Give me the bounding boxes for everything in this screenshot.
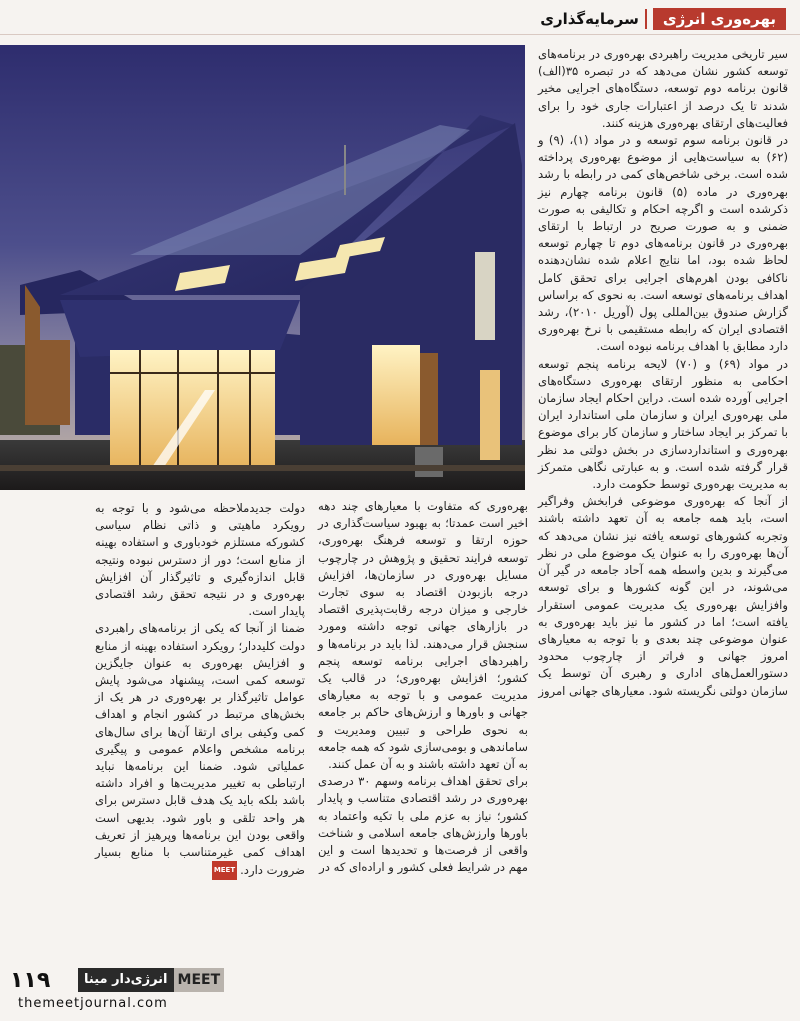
section-label-investment: سرمایه‌گذاری xyxy=(540,10,639,28)
house-photo xyxy=(0,45,525,490)
paragraph xyxy=(95,620,305,880)
header-divider xyxy=(645,9,647,29)
page-number: ۱۱۹ xyxy=(10,968,51,993)
logo-meet-text: MEET xyxy=(174,968,225,992)
paragraph: برای تحقق اهداف برنامه وسهم ۳۰ درصدی بهره‌وری در رشد اقتصادی متناسب و پایدار کشور؛ نیاز به عزم ملی با تکیه واعتماد به باورها وارزش‌های جامعه اسلامی و شناخت واقعی از فرصت‌ها و تحدیدها است و این مهم در شرایط فعلی کشور و اراده‌ای که در xyxy=(318,774,528,875)
header xyxy=(540,8,786,30)
paragraph: در قانون برنامه سوم توسعه و در مواد (۱)، (۹) و (۶۲) به سیاست‌هایی از موضوع بهره‌وری پرداخته شده است. برخی شاخص‌های کمی در رابطه با رشد بهره‌وری در ماده (۵) قانون برنامه چهارم نیز ذکرشده است و اگرچه احکام و تکالیفی به صورت ضمنی و به صورت صریح در ارتباط با ارتقای بهره‌وری در قانون برنامه‌های دوم تا چهارم توسعه لحاظ شده بود، اما نتایج اعلام شده نشان‌دهنده ناکافی بودن اهرم‌های اجرایی برای تحقق کامل اهداف برنامه‌های توسعه است. به نحوی که براساس گزارش صندوق بین‌المللی پول (آوریل ۲۰۱۰)، رشد اقتصادی ایران که رابطه مستقیمی با نرخ بهره‌وری دارد مطابق با اهداف برنامه نبوده است. xyxy=(538,133,789,354)
paragraph: در مواد (۶۹) و (۷۰) لایحه برنامه پنجم توسعه احکامی به منظور ارتقای بهره‌وری دستگاه‌های اجرایی آورده شده است. دراین احکام ایجاد سازمان ملی بهره‌وری ایران و سازمان ملی استاندارد ایران با تمرکز بر ایجاد ساختار و سازمان کار برای موضوع بهره‌وری و استانداردسازی در بخش دولتی مد نظر قرار گرفته شده است. و به عبارتی نگاهی متمرکز به مدیریت بهره‌وری توسط حکومت دارد. xyxy=(538,356,788,492)
paragraph: سیر تاریخی مدیریت راهبردی بهره‌وری در برنامه‌های توسعه کشور نشان می‌دهد که در تبصره ۳۵(الف) قانون برنامه دوم توسعه، دستگاه‌های اجرایی مخیر شدند تا یک درصد از اعتبارات جاری خود را برای فعالیت‌های ارتقای بهره‌وری هزینه کنند. xyxy=(538,47,788,130)
column-left xyxy=(95,500,305,880)
paragraph: دولت جدیدملاحظه می‌شود و با توجه به رویکرد ماهیتی و ذاتی نظام سیاسی کشورکه مستلزم خودباوری و استفاده بهینه از منابع است؛ دور از دسترس نبوده ونتیجه قابل اندازه‌گیری و تاثیرگذار آن افزایش بهره‌وری و در نتیجه تحقق رشد اقتصادی پایدار است. xyxy=(95,501,305,619)
journal-logo xyxy=(78,968,224,992)
paragraph-text: ضمنا از آنجا که یکی از برنامه‌های راهبردی دولت کلیددار؛ رویکرد استفاده بهینه از منابع و افزایش بهره‌وری به عنوان جایگزین توسعه کمی است، پیشنهاد می‌شود پایش عوامل تاثیرگذار بر بهره‌وری در هر یک از بخش‌های مرتبط در کشور انجام و اهداف کمی وکیفی برای ارتقا آن‌ها برای سال‌های برنامه مشخص واعلام عمومی و پیگیری عملیاتی شود. ضمنا این برنامه‌ها نباید ارتباطی به تغییر مدیریت‌ها و افراد داشته باشد بلکه باید یک هدف قابل دسترس برای هر واحد تلقی و باور شود. بدیهی است واقعی بودن این برنامه‌ها وپرهیز از تعریف اهداف کمی غیرمتناسب با منابع بسیار ضرورت دارد. xyxy=(95,621,305,878)
journal-url: themeetjournal.com xyxy=(18,996,168,1011)
column-right xyxy=(538,46,788,700)
header-rule xyxy=(0,34,800,35)
paragraph: از آنجا که بهره‌وری موضوعی فرابخش وفراگیر است، باید همه جامعه به آن تعهد داشته باشند وتجربه کشورهای توسعه یافته نیز نشان می‌دهد که آن‌ها بهره‌وری را به عنوان یک موضوع ملی در نظر می‌گیرند و بدین واسطه همه آحاد جامعه در گیر آن می‌شوند، در این گونه کشورها و برای توسعه وافزایش بهره‌وری یک مدیریت عمومی استقرار یافته است؛ اما در کشور ما نیز باید بهره‌وری به عنوان موضوعی چند بعدی و با توجه به معیارهای امروز جهانی و فراتر از چارچوب محدود دستورالعمل‌های اداری و رهبری آن توسط یک سازمان دولتی نگریسته شود. معیارهای جهانی امروز xyxy=(538,494,788,698)
end-mark-icon: MEET xyxy=(212,861,237,880)
paragraph: بهره‌وری که متفاوت با معیارهای چند دهه اخیر است عمدتا؛ به بهبود سیاست‌گذاری در حوزه ارتقا و توسعه فرهنگ بهره‌وری، توسعه فرایند تحقیق و پژوهش در چارچوب مسایل بهره‌وری در سازمان‌ها، افزایش درجه بازبودن اقتصاد به سوی تجارت خارجی و میزان درجه رقابت‌پذیری اقتصاد در بازارهای جهانی توجه داشته ومورد سنجش قرار می‌دهند. لذا باید در برنامه‌ها و راهبردهای اجرایی برنامه توسعه پنجم کشور؛ افزایش بهره‌وری؛ در قالب یک مدیریت عمومی و با توجه به معیارهای جهانی و باورها و ارزش‌های حاکم بر جامعه به نحوی طراحی و تبیین ومدیریت و ساماندهی و بومی‌سازی شود که همه جامعه به آن تعهد داشته باشند و به آن عمل کنند. xyxy=(318,499,528,772)
column-middle xyxy=(318,498,528,876)
logo-persian-text: انرژی‌دار مینا xyxy=(78,968,174,992)
section-label-energy: بهره‌وری انرژی xyxy=(653,8,786,30)
footer xyxy=(10,966,310,1016)
